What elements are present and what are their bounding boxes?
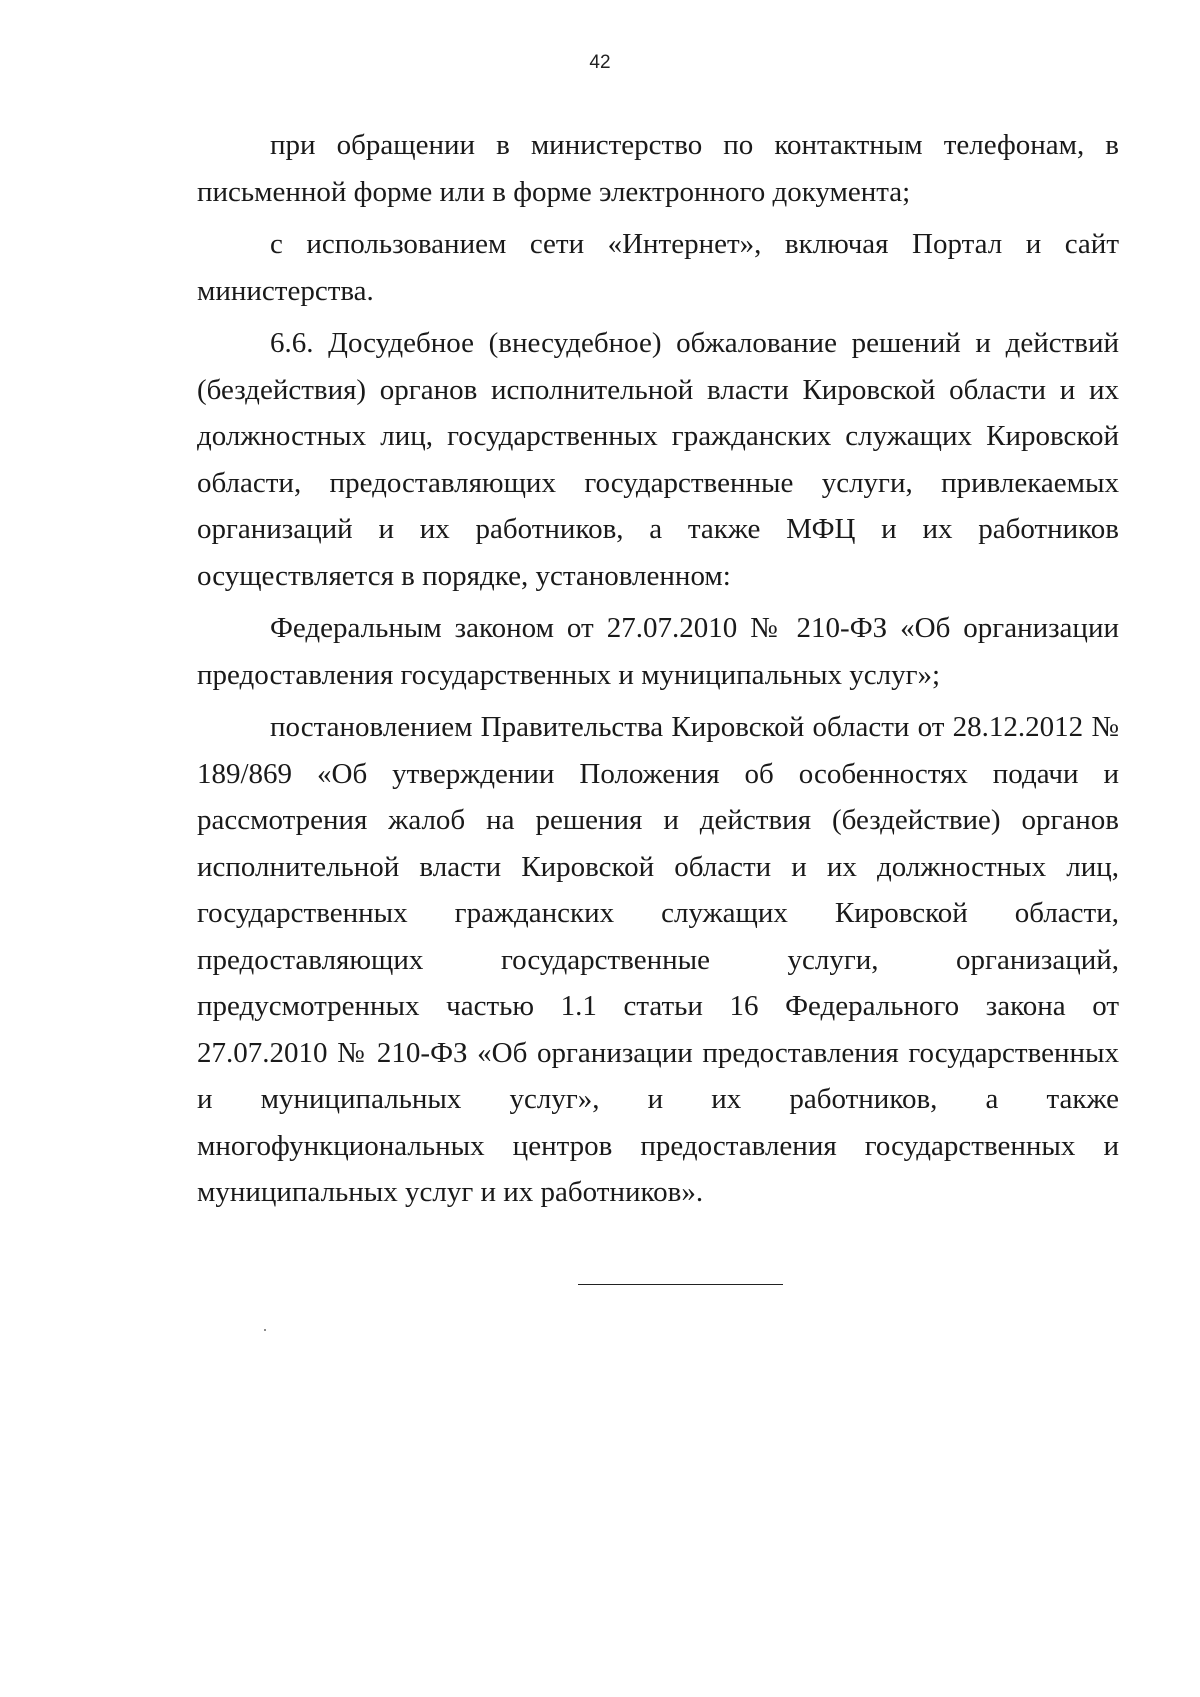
paragraph-contact-methods: при обращении в министерство по контактным телефонам, в письменной форме или в форме электронного документа;	[197, 129, 1119, 208]
scan-speck	[264, 1329, 266, 1331]
paragraph-section-6-6: 6.6. Досудебное (внесудебное) обжалование решений и действий (бездействия) органов исполнительной власти Кировской области и их должностных лиц, государственных гражданских служащих Кировской области, предоставляющих государственные услуги, привлекаемых организаций и их работников, а также МФЦ и их работников осуществляется в порядке, установленном:	[197, 327, 1119, 592]
paragraph-government-resolution: постановлением Правительства Кировской области от 28.12.2012 № 189/869 «Об утверждении Положения об особенностях подачи и рассмотрения жалоб на решения и действия (бездействие) органов исполнительной власти Кировской области и их должностных лиц, государственных гражданских служащих Кировской области, предоставляющих государственные услуги, организаций, предусмотренных частью 1.1 статьи 16 Федерального закона от 27.07.2010 № 210-ФЗ «Об организации предоставления государственных и муниципальных услуг», и их работников, а также многофункциональных центров предоставления государственных и муниципальных услуг и их работников».	[197, 711, 1119, 1208]
paragraph-federal-law: Федеральным законом от 27.07.2010 № 210-ФЗ «Об организации предоставления государственных и муниципальных услуг»;	[197, 612, 1119, 691]
end-of-document-rule	[578, 1284, 783, 1285]
document-body	[197, 122, 1119, 1222]
page-number: 42	[589, 52, 611, 73]
paragraph-internet: с использованием сети «Интернет», включая Портал и сайт министерства.	[197, 228, 1119, 307]
